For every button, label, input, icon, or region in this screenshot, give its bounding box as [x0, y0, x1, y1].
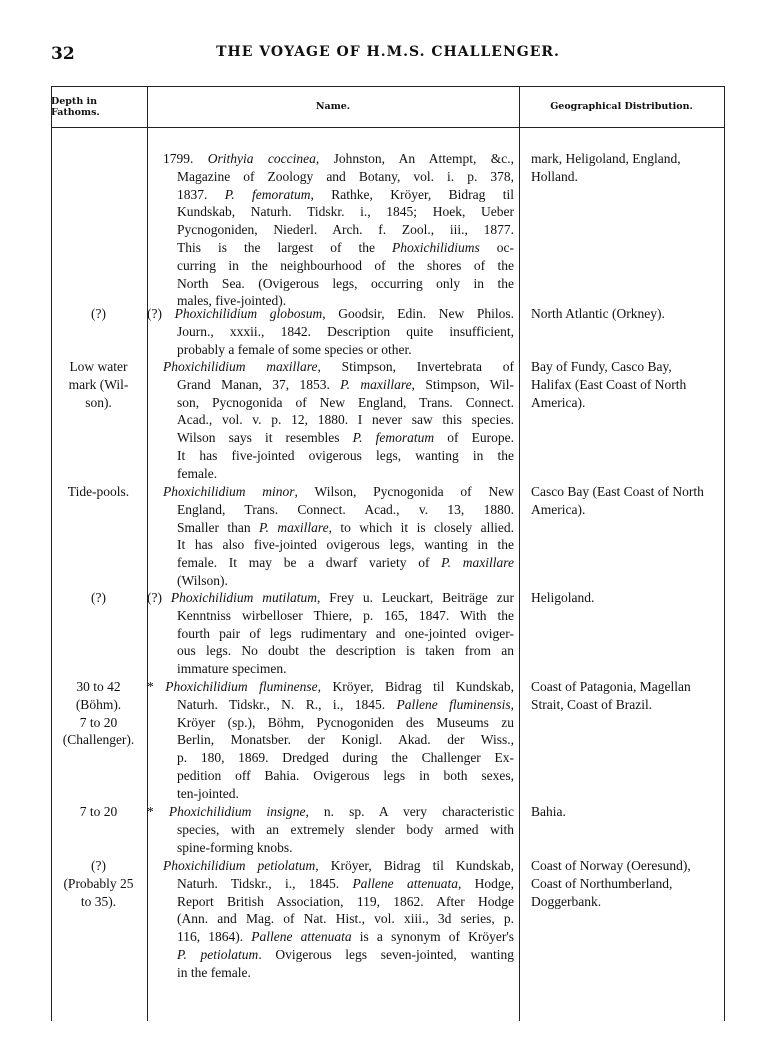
- geo-line: Coast of Northumberland,: [531, 875, 673, 891]
- name-cell: [147, 857, 514, 982]
- name-line: * Phoxichilidium fluminense, Kröyer, Bidrag til Kundskab,: [147, 679, 514, 694]
- column-rule-2: [519, 86, 520, 1021]
- name-line: immature specimen.: [177, 661, 287, 677]
- geo-cell: [531, 483, 719, 519]
- depth-cell: [51, 803, 146, 821]
- geo-cell: [531, 150, 719, 186]
- name-line: It has five-jointed ovigerous legs, wanting in the: [177, 447, 514, 463]
- name-line: Phoxichilidium maxillare, Stimpson, Invertebrata of: [163, 359, 514, 374]
- species-table: [51, 86, 725, 1021]
- name-line: 1799. Orithyia coccinea, Johnston, An Attempt, &c.,: [163, 151, 514, 166]
- column-header-name: Name.: [315, 101, 351, 112]
- depth-line: (?): [91, 590, 106, 605]
- name-cell: [147, 305, 514, 358]
- geo-line: Bahia.: [531, 804, 566, 819]
- depth-line: 7 to 20: [79, 714, 118, 730]
- geo-cell: [531, 803, 719, 821]
- geo-line: Strait, Coast of Brazil.: [531, 696, 653, 712]
- geo-line: Doggerbank.: [531, 893, 602, 909]
- name-line: Kenntniss wirbelloser Thiere, p. 165, 1847. With the: [177, 607, 514, 623]
- geo-line: Coast of Patagonia, Magellan: [531, 679, 691, 694]
- name-cell: [147, 589, 514, 678]
- name-line: This is the largest of the Phoxichilidiums oc-: [177, 239, 514, 255]
- name-line: Magazine of Zoology and Botany, vol. i. p. 378,: [177, 168, 514, 184]
- page-header: [0, 44, 776, 74]
- depth-line: (?): [91, 306, 106, 321]
- geo-line: Coast of Norway (Oeresund),: [531, 858, 691, 873]
- name-line: North Sea. (Ovigerous legs, occurring only in the: [177, 275, 514, 291]
- geo-cell: [531, 678, 719, 714]
- depth-line: (Challenger).: [62, 732, 135, 748]
- depth-line: 7 to 20: [79, 804, 118, 819]
- name-line: Grand Manan, 37, 1853. P. maxillare, Stimpson, Wil-: [177, 376, 514, 392]
- name-line: p. 180, 1869. Dredged during the Challenger Ex-: [177, 750, 514, 766]
- name-line: spine-forming knobs.: [177, 839, 293, 855]
- name-line: P. petiolatum. Ovigerous legs seven-jointed, wanting: [177, 946, 514, 962]
- name-cell: [147, 803, 514, 856]
- page-number: 32: [51, 44, 75, 64]
- column-header-geo: Geographical Distribution.: [550, 101, 693, 112]
- geo-line: Halifax (East Coast of North: [531, 376, 687, 392]
- geo-line: Bay of Fundy, Casco Bay,: [531, 359, 672, 374]
- depth-cell: [51, 305, 146, 323]
- running-title: THE VOYAGE OF H.M.S. CHALLENGER.: [216, 44, 560, 60]
- depth-line: (Böhm).: [75, 696, 122, 712]
- name-line: fourth pair of legs rudimentary and one-jointed oviger-: [177, 625, 514, 641]
- name-line: (Wilson).: [177, 572, 228, 588]
- name-line: in the female.: [177, 964, 251, 980]
- name-line: 1837. P. femoratum, Rathke, Kröyer, Bidrag til: [177, 186, 514, 202]
- name-line: species, with an extremely slender body armed with: [177, 821, 514, 837]
- name-line: Report British Association, 119, 1862. After Hodge: [177, 893, 514, 909]
- name-line: female. It may be a dwarf variety of P. maxillare: [177, 555, 514, 571]
- geo-line: Casco Bay (East Coast of North: [531, 484, 704, 499]
- depth-line: Low water: [69, 359, 128, 374]
- name-line: ous legs. No doubt the description is taken from an: [177, 643, 514, 659]
- depth-line: Tide-pools.: [67, 484, 130, 499]
- geo-cell: [531, 589, 719, 607]
- name-line: Kröyer (sp.), Böhm, Pycnogoniden des Museums zu: [177, 714, 514, 730]
- name-line: Pycnogoniden, Niederl. Arch. f. Zool., iii., 1877.: [177, 222, 514, 238]
- geo-cell: [531, 857, 719, 910]
- geo-cell: [531, 358, 719, 411]
- geo-line: America).: [531, 501, 586, 517]
- name-line: ten-jointed.: [177, 785, 239, 801]
- name-line: Berlin, Monatsber. der Konigl. Akad. der Wiss.,: [177, 732, 514, 748]
- name-line: Kundskab, Naturh. Tidskr. i., 1845; Hoek, Ueber: [177, 204, 514, 220]
- header-rule: [51, 127, 725, 128]
- depth-cell: [51, 678, 146, 749]
- name-cell: [147, 358, 514, 483]
- name-line: males, five-jointed).: [177, 293, 287, 309]
- name-line: (?) Phoxichilidium mutilatum, Frey u. Leuckart, Beiträge zur: [147, 590, 514, 605]
- depth-cell: [51, 857, 146, 910]
- name-line: 116, 1864). Pallene attenuata is a synonym of Kröyer's: [177, 929, 515, 945]
- geo-line: Holland.: [531, 168, 578, 184]
- name-line: pedition off Bahia. Ovigerous legs in both sexes,: [177, 767, 514, 783]
- name-cell: [147, 150, 514, 310]
- name-line: England, Trans. Connect. Acad., v. 13, 1880.: [177, 501, 514, 517]
- name-line: Phoxichilidium minor, Wilson, Pycnogonida of New: [163, 484, 514, 499]
- depth-line: to 35).: [80, 893, 117, 909]
- depth-line: mark (Wil-: [68, 376, 129, 392]
- name-line: Naturh. Tidskr., i., 1845. Pallene attenuata, Hodge,: [177, 875, 514, 891]
- depth-cell: [51, 589, 146, 607]
- geo-line: Heligoland.: [531, 590, 595, 605]
- depth-cell: [51, 483, 146, 501]
- depth-line: 30 to 42: [76, 679, 121, 694]
- geo-line: America).: [531, 394, 586, 410]
- name-line: son, Pycnogonida of New England, Trans. Connect.: [177, 394, 514, 410]
- name-line: female.: [177, 465, 218, 481]
- depth-line: (?): [91, 858, 106, 873]
- name-line: Smaller than P. maxillare, to which it is closely allied.: [177, 519, 514, 535]
- geo-cell: [531, 305, 719, 323]
- name-line: Wilson says it resembles P. femoratum of Europe.: [177, 430, 514, 446]
- name-line: * Phoxichilidium insigne, n. sp. A very characteristic: [147, 804, 515, 819]
- depth-cell: [51, 358, 146, 411]
- geo-line: mark, Heligoland, England,: [531, 151, 681, 166]
- name-line: Journ., xxxii., 1842. Description quite insufficient,: [177, 323, 514, 339]
- name-line: (Ann. and Mag. of Nat. Hist., vol. xiii., 3d series, p.: [177, 911, 514, 927]
- name-line: probably a female of some species or other.: [177, 341, 412, 357]
- geo-line: North Atlantic (Orkney).: [531, 306, 665, 321]
- name-line: Naturh. Tidskr., N. R., i., 1845. Pallene fluminensis,: [177, 696, 514, 712]
- name-line: Acad., vol. v. p. 12, 1880. I never saw this species.: [177, 412, 514, 428]
- name-line: curring in the neighbourhood of the shores of the: [177, 257, 514, 273]
- name-cell: [147, 678, 514, 803]
- name-cell: [147, 483, 514, 590]
- name-line: (?) Phoxichilidium globosum, Goodsir, Edin. New Philos.: [147, 306, 514, 321]
- depth-line: (Probably 25: [63, 875, 134, 891]
- name-line: Phoxichilidium petiolatum, Kröyer, Bidrag til Kundskab,: [163, 858, 515, 873]
- name-line: It has also five-jointed ovigerous legs, wanting in the: [177, 537, 514, 553]
- table-right-rule: [724, 86, 725, 1021]
- column-header-depth: Depth in Fathoms.: [51, 95, 100, 118]
- depth-line: son).: [85, 394, 112, 410]
